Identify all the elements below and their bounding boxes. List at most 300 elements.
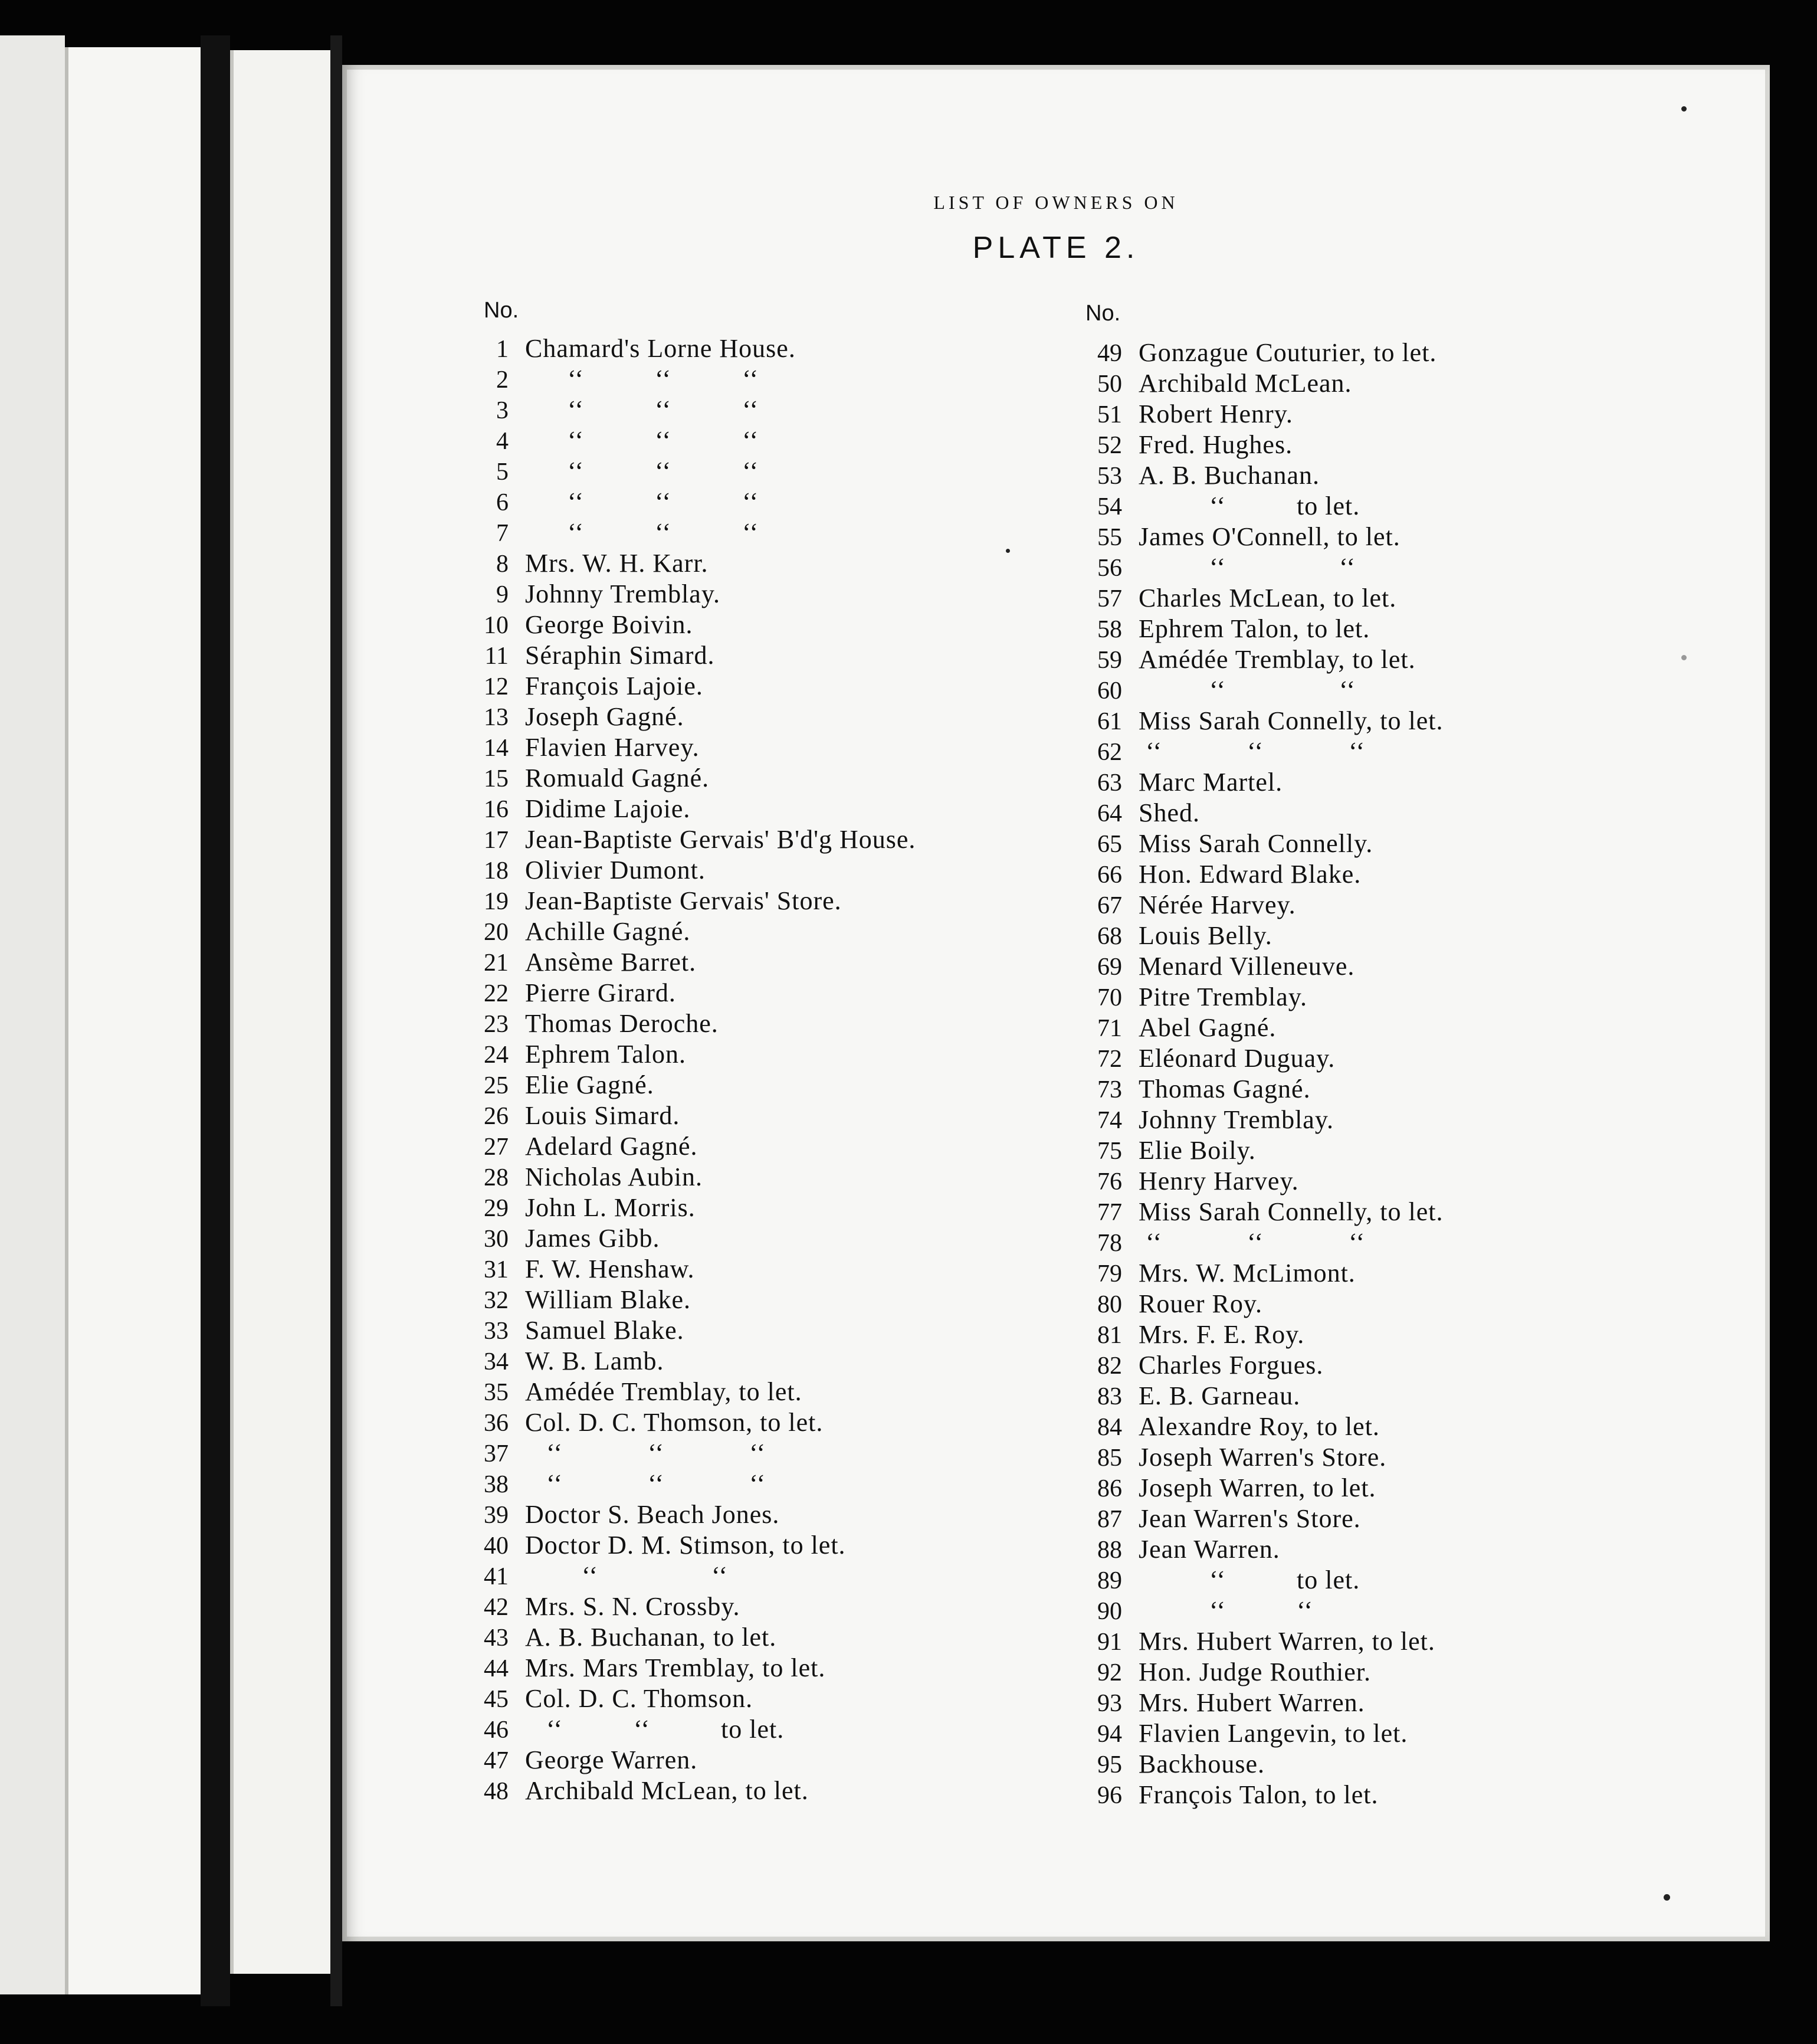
- list-item: [1074, 1626, 1664, 1657]
- owner-name: ‘‘ ‘‘ to let.: [525, 1715, 785, 1744]
- list-item: [460, 579, 1050, 610]
- list-item: [1074, 1503, 1664, 1534]
- lot-number: 88: [1097, 1537, 1122, 1564]
- list-item: [460, 855, 1050, 886]
- lot-number: 6: [496, 489, 509, 516]
- lot-number: 77: [1097, 1199, 1122, 1226]
- lot-number: 26: [484, 1103, 509, 1130]
- owner-name: John L. Morris.: [525, 1193, 696, 1222]
- owners-list-right: [1074, 338, 1664, 1810]
- owner-name: Charles Forgues.: [1139, 1351, 1324, 1380]
- list-item: [460, 1377, 1050, 1407]
- lot-number: 21: [484, 949, 509, 977]
- book-gutter: [201, 35, 230, 2006]
- owner-name: ‘‘ ‘‘ ‘‘: [1139, 1228, 1366, 1257]
- owner-name: William Blake.: [525, 1285, 691, 1314]
- owner-name: Adelard Gagné.: [525, 1132, 698, 1161]
- list-item: [1074, 890, 1664, 921]
- lot-number: 32: [484, 1287, 509, 1314]
- list-item: [1074, 460, 1664, 491]
- lot-number: 63: [1097, 769, 1122, 797]
- list-item: [1074, 644, 1664, 675]
- lot-number: 69: [1097, 954, 1122, 981]
- list-item: [1074, 1135, 1664, 1166]
- owner-name: Achille Gagné.: [525, 917, 691, 946]
- page-speck: [1664, 1894, 1670, 1901]
- lot-number: 30: [484, 1226, 509, 1253]
- list-item: [1074, 1749, 1664, 1780]
- lot-number: 31: [484, 1256, 509, 1283]
- owner-name: ‘‘ ‘‘: [1139, 676, 1356, 705]
- list-item: [1074, 1043, 1664, 1074]
- owner-name: Doctor S. Beach Jones.: [525, 1500, 780, 1529]
- lot-number: 46: [484, 1717, 509, 1744]
- lot-number: 8: [496, 551, 509, 578]
- lot-number: 7: [496, 520, 509, 547]
- owner-name: Ansème Barret.: [525, 948, 697, 977]
- owner-name: Col. D. C. Thomson.: [525, 1684, 753, 1713]
- lot-number: 81: [1097, 1322, 1122, 1349]
- lot-number: 35: [484, 1379, 509, 1406]
- owner-name: Nérée Harvey.: [1139, 890, 1296, 919]
- lot-number: 75: [1097, 1138, 1122, 1165]
- owner-name: François Lajoie.: [525, 671, 703, 700]
- owner-name: Mrs. Hubert Warren, to let.: [1139, 1627, 1435, 1656]
- lot-number: 14: [484, 735, 509, 762]
- lot-number: 2: [496, 366, 509, 394]
- list-item: [460, 1745, 1050, 1776]
- list-item: [460, 1683, 1050, 1714]
- owner-name: Thomas Gagné.: [1139, 1075, 1311, 1103]
- owner-name: ‘‘ ‘‘ ‘‘: [525, 1439, 766, 1468]
- lot-number: 66: [1097, 862, 1122, 889]
- lot-number: 48: [484, 1778, 509, 1805]
- owner-name: Marc Martel.: [1139, 768, 1283, 797]
- owner-name: Mrs. S. N. Crossby.: [525, 1592, 740, 1621]
- owner-name: François Talon, to let.: [1139, 1780, 1379, 1809]
- owner-name: Johnny Tremblay.: [525, 579, 720, 608]
- owner-name: Miss Sarah Connelly, to let.: [1139, 1197, 1444, 1226]
- owner-name: Eléonard Duguay.: [1139, 1044, 1336, 1073]
- owner-name: Ephrem Talon.: [525, 1040, 687, 1069]
- lot-number: 33: [484, 1318, 509, 1345]
- owner-name: ‘‘ ‘‘ ‘‘: [525, 1469, 766, 1498]
- list-item: [1074, 1411, 1664, 1442]
- list-item: [1074, 1013, 1664, 1043]
- lot-number: 20: [484, 919, 509, 946]
- list-item: [460, 671, 1050, 702]
- list-item: [1074, 798, 1664, 828]
- owner-name: ‘‘ ‘‘ ‘‘: [525, 457, 759, 486]
- lot-number: 65: [1097, 831, 1122, 858]
- owner-name: Charles McLean, to let.: [1139, 584, 1397, 612]
- page-speck: [1006, 549, 1010, 553]
- owners-list-left: [460, 333, 1050, 1806]
- owner-name: ‘‘ ‘‘: [525, 1561, 729, 1590]
- owner-name: Henry Harvey.: [1139, 1167, 1299, 1195]
- list-item: [1074, 1289, 1664, 1319]
- owner-name: Miss Sarah Connelly, to let.: [1139, 706, 1444, 735]
- owner-name: ‘‘ to let.: [1139, 1565, 1360, 1594]
- owner-name: Hon. Edward Blake.: [1139, 860, 1362, 889]
- list-item: [460, 1315, 1050, 1346]
- lot-number: 60: [1097, 677, 1122, 705]
- list-item: [460, 1653, 1050, 1683]
- owner-name: Rouer Roy.: [1139, 1289, 1263, 1318]
- lot-number: 94: [1097, 1721, 1122, 1748]
- book-edge-left: [0, 35, 65, 1994]
- lot-number: 53: [1097, 463, 1122, 490]
- list-item: [460, 1162, 1050, 1193]
- list-item: [1074, 1197, 1664, 1227]
- list-heading: LIST OF OWNERS ON: [933, 192, 1179, 213]
- lot-number: 91: [1097, 1629, 1122, 1656]
- list-item: [1074, 828, 1664, 859]
- lot-number: 80: [1097, 1291, 1122, 1318]
- lot-number: 18: [484, 857, 509, 885]
- owner-name: E. B. Garneau.: [1139, 1381, 1301, 1410]
- lot-number: 1: [496, 336, 509, 363]
- list-item: [1074, 1780, 1664, 1810]
- list-item: [460, 517, 1050, 548]
- owner-name: Jean Warren.: [1139, 1535, 1280, 1564]
- owner-name: Joseph Gagné.: [525, 702, 684, 731]
- list-item: [1074, 1074, 1664, 1105]
- owner-name: Pierre Girard.: [525, 978, 676, 1007]
- list-item: [1074, 921, 1664, 951]
- lot-number: 89: [1097, 1567, 1122, 1594]
- list-item: [1074, 859, 1664, 890]
- owner-name: ‘‘ ‘‘ ‘‘: [525, 487, 759, 516]
- list-item: [460, 1561, 1050, 1591]
- owner-name: Louis Belly.: [1139, 921, 1272, 950]
- list-item: [460, 456, 1050, 487]
- owner-name: Thomas Deroche.: [525, 1009, 719, 1038]
- lot-number: 61: [1097, 708, 1122, 735]
- lot-number: 64: [1097, 800, 1122, 827]
- list-item: [460, 1776, 1050, 1806]
- list-item: [460, 610, 1050, 640]
- list-item: [460, 425, 1050, 456]
- lot-number: 74: [1097, 1107, 1122, 1134]
- owner-name: Jean Warren's Store.: [1139, 1504, 1361, 1533]
- lot-number: 56: [1097, 555, 1122, 582]
- lot-number: 5: [496, 458, 509, 486]
- list-item: [460, 1193, 1050, 1223]
- owner-name: Jean-Baptiste Gervais' Store.: [525, 886, 842, 915]
- list-item: [1074, 1319, 1664, 1350]
- lot-number: 41: [484, 1563, 509, 1590]
- book-page-strip: [65, 47, 204, 1994]
- owner-name: Louis Simard.: [525, 1101, 680, 1130]
- lot-number: 42: [484, 1594, 509, 1621]
- owner-name: Jean-Baptiste Gervais' B'd'g House.: [525, 825, 916, 854]
- lot-number: 40: [484, 1532, 509, 1560]
- list-item: [460, 1346, 1050, 1377]
- owner-name: Mrs. Mars Tremblay, to let.: [525, 1653, 826, 1682]
- list-item: [460, 364, 1050, 395]
- owner-name: Johnny Tremblay.: [1139, 1105, 1334, 1134]
- lot-number: 73: [1097, 1076, 1122, 1103]
- owner-name: ‘‘ ‘‘ ‘‘: [525, 518, 759, 547]
- list-item: [1074, 706, 1664, 736]
- lot-number: 37: [484, 1440, 509, 1468]
- lot-number: 93: [1097, 1690, 1122, 1717]
- list-item: [460, 886, 1050, 916]
- lot-number: 68: [1097, 923, 1122, 950]
- lot-number: 72: [1097, 1046, 1122, 1073]
- owner-name: A. B. Buchanan.: [1139, 461, 1320, 490]
- lot-number: 71: [1097, 1015, 1122, 1042]
- lot-number: 51: [1097, 401, 1122, 428]
- list-item: [1074, 1258, 1664, 1289]
- owner-name: George Warren.: [525, 1745, 698, 1774]
- owner-name: ‘‘ ‘‘ ‘‘: [525, 365, 759, 394]
- list-item: [1074, 1166, 1664, 1197]
- list-item: [460, 640, 1050, 671]
- lot-number: 86: [1097, 1475, 1122, 1502]
- list-item: [460, 763, 1050, 794]
- owner-name: Elie Boily.: [1139, 1136, 1256, 1165]
- lot-number: 50: [1097, 371, 1122, 398]
- list-item: [460, 395, 1050, 425]
- list-item: [460, 916, 1050, 947]
- owner-name: Mrs. Hubert Warren.: [1139, 1688, 1365, 1717]
- lot-number: 52: [1097, 432, 1122, 459]
- owner-name: Didime Lajoie.: [525, 794, 691, 823]
- list-item: [1074, 368, 1664, 399]
- book-page-strip-inner: [230, 50, 334, 1974]
- lot-number: 10: [484, 612, 509, 639]
- list-item: [1074, 1350, 1664, 1381]
- lot-number: 92: [1097, 1659, 1122, 1686]
- lot-number: 58: [1097, 616, 1122, 643]
- list-item: [1074, 1718, 1664, 1749]
- list-item: [1074, 430, 1664, 460]
- list-item: [1074, 982, 1664, 1013]
- owner-name: Nicholas Aubin.: [525, 1162, 703, 1191]
- lot-number: 79: [1097, 1260, 1122, 1288]
- owner-name: Séraphin Simard.: [525, 641, 715, 670]
- list-item: [460, 1469, 1050, 1499]
- left-column-header: No.: [484, 298, 519, 323]
- lot-number: 70: [1097, 984, 1122, 1011]
- lot-number: 23: [484, 1011, 509, 1038]
- page-speck: [1681, 655, 1687, 660]
- lot-number: 49: [1097, 340, 1122, 367]
- lot-number: 96: [1097, 1782, 1122, 1809]
- lot-number: 34: [484, 1348, 509, 1375]
- right-column-header: No.: [1085, 301, 1121, 326]
- lot-number: 11: [484, 643, 509, 670]
- owner-name: Mrs. W. McLimont.: [1139, 1259, 1356, 1288]
- lot-number: 16: [484, 796, 509, 823]
- owner-name: Mrs. W. H. Karr.: [525, 549, 709, 578]
- list-item: [1074, 491, 1664, 522]
- list-item: [1074, 338, 1664, 368]
- owner-name: James O'Connell, to let.: [1139, 522, 1401, 551]
- owner-name: Menard Villeneuve.: [1139, 952, 1355, 981]
- lot-number: 12: [484, 673, 509, 700]
- list-item: [460, 1407, 1050, 1438]
- list-item: [460, 1008, 1050, 1039]
- owner-name: F. W. Henshaw.: [525, 1254, 695, 1283]
- owner-name: ‘‘ ‘‘ ‘‘: [1139, 737, 1366, 766]
- list-item: [1074, 675, 1664, 706]
- lot-number: 84: [1097, 1414, 1122, 1441]
- list-item: [460, 1254, 1050, 1285]
- plate-title: PLATE 2.: [972, 231, 1140, 265]
- owner-name: Flavien Langevin, to let.: [1139, 1719, 1408, 1748]
- lot-number: 19: [484, 888, 509, 915]
- lot-number: 44: [484, 1655, 509, 1682]
- owner-name: Romuald Gagné.: [525, 764, 710, 792]
- owner-name: Flavien Harvey.: [525, 733, 700, 762]
- lot-number: 76: [1097, 1168, 1122, 1195]
- list-item: [460, 1039, 1050, 1070]
- list-item: [1074, 1227, 1664, 1258]
- lot-number: 57: [1097, 585, 1122, 612]
- page-speck: [1681, 106, 1687, 112]
- lot-number: 78: [1097, 1230, 1122, 1257]
- list-item: [460, 333, 1050, 364]
- list-item: [460, 1100, 1050, 1131]
- owner-name: A. B. Buchanan, to let.: [525, 1623, 777, 1652]
- owner-name: W. B. Lamb.: [525, 1347, 664, 1375]
- list-item: [1074, 1105, 1664, 1135]
- lot-number: 38: [484, 1471, 509, 1498]
- list-item: [460, 1499, 1050, 1530]
- owner-name: ‘‘ to let.: [1139, 492, 1360, 520]
- list-item: [460, 1530, 1050, 1561]
- list-item: [1074, 399, 1664, 430]
- list-item: [460, 824, 1050, 855]
- list-item: [460, 1285, 1050, 1315]
- lot-number: 13: [484, 704, 509, 731]
- lot-number: 36: [484, 1410, 509, 1437]
- lot-number: 4: [496, 428, 509, 455]
- owner-name: Olivier Dumont.: [525, 856, 706, 885]
- list-item: [460, 978, 1050, 1008]
- owner-name: Elie Gagné.: [525, 1070, 654, 1099]
- list-item: [1074, 583, 1664, 614]
- list-item: [460, 732, 1050, 763]
- document-page: [342, 65, 1770, 1941]
- owner-name: George Boivin.: [525, 610, 693, 639]
- list-item: [460, 548, 1050, 579]
- list-item: [1074, 736, 1664, 767]
- lot-number: 15: [484, 765, 509, 792]
- lot-number: 25: [484, 1072, 509, 1099]
- owner-name: Shed.: [1139, 798, 1200, 827]
- owner-name: Archibald McLean.: [1139, 369, 1352, 398]
- lot-number: 62: [1097, 739, 1122, 766]
- owner-name: Miss Sarah Connelly.: [1139, 829, 1373, 858]
- owner-name: Mrs. F. E. Roy.: [1139, 1320, 1305, 1349]
- owner-name: Hon. Judge Routhier.: [1139, 1658, 1371, 1686]
- list-item: [1074, 1473, 1664, 1503]
- list-item: [460, 1591, 1050, 1622]
- lot-number: 9: [496, 581, 509, 608]
- list-item: [1074, 1657, 1664, 1688]
- list-item: [460, 794, 1050, 824]
- owner-name: ‘‘ ‘‘: [1139, 1596, 1314, 1625]
- owner-name: Fred. Hughes.: [1139, 430, 1293, 459]
- list-item: [460, 1131, 1050, 1162]
- lot-number: 29: [484, 1195, 509, 1222]
- list-item: [460, 1070, 1050, 1100]
- list-item: [1074, 1381, 1664, 1411]
- list-item: [1074, 552, 1664, 583]
- owner-name: Doctor D. M. Stimson, to let.: [525, 1531, 846, 1560]
- lot-number: 83: [1097, 1383, 1122, 1410]
- lot-number: 27: [484, 1134, 509, 1161]
- lot-number: 39: [484, 1502, 509, 1529]
- owner-name: Chamard's Lorne House.: [525, 334, 796, 363]
- lot-number: 45: [484, 1686, 509, 1713]
- list-item: [1074, 1534, 1664, 1565]
- lot-number: 87: [1097, 1506, 1122, 1533]
- lot-number: 3: [496, 397, 509, 424]
- lot-number: 43: [484, 1624, 509, 1652]
- lot-number: 85: [1097, 1444, 1122, 1472]
- lot-number: 67: [1097, 892, 1122, 919]
- owner-name: Col. D. C. Thomson, to let.: [525, 1408, 824, 1437]
- list-item: [460, 947, 1050, 978]
- lot-number: 47: [484, 1747, 509, 1774]
- lot-number: 22: [484, 980, 509, 1007]
- owner-name: Robert Henry.: [1139, 399, 1293, 428]
- owner-name: Ephrem Talon, to let.: [1139, 614, 1370, 643]
- book-gutter-inner: [330, 35, 342, 2006]
- owner-name: Abel Gagné.: [1139, 1013, 1277, 1042]
- list-item: [1074, 1442, 1664, 1473]
- lot-number: 28: [484, 1164, 509, 1191]
- list-item: [1074, 951, 1664, 982]
- lot-number: 54: [1097, 493, 1122, 520]
- owner-name: Backhouse.: [1139, 1750, 1265, 1778]
- lot-number: 17: [484, 827, 509, 854]
- owner-name: Archibald McLean, to let.: [525, 1776, 809, 1805]
- lot-number: 82: [1097, 1352, 1122, 1380]
- owner-name: ‘‘ ‘‘ ‘‘: [525, 426, 759, 455]
- list-item: [1074, 1596, 1664, 1626]
- owner-name: Gonzague Couturier, to let.: [1139, 338, 1437, 367]
- list-item: [460, 702, 1050, 732]
- owner-name: Pitre Tremblay.: [1139, 982, 1307, 1011]
- list-item: [1074, 1688, 1664, 1718]
- owner-name: Joseph Warren's Store.: [1139, 1443, 1387, 1472]
- list-item: [460, 487, 1050, 517]
- lot-number: 24: [484, 1041, 509, 1069]
- owner-name: James Gibb.: [525, 1224, 660, 1253]
- list-item: [1074, 614, 1664, 644]
- owner-name: Alexandre Roy, to let.: [1139, 1412, 1380, 1441]
- lot-number: 59: [1097, 647, 1122, 674]
- owner-name: ‘‘ ‘‘: [1139, 553, 1356, 582]
- list-item: [460, 1438, 1050, 1469]
- list-item: [460, 1622, 1050, 1653]
- list-item: [1074, 522, 1664, 552]
- owner-name: Samuel Blake.: [525, 1316, 684, 1345]
- list-item: [1074, 767, 1664, 798]
- list-item: [460, 1223, 1050, 1254]
- owner-name: Amédée Tremblay, to let.: [1139, 645, 1416, 674]
- lot-number: 95: [1097, 1751, 1122, 1778]
- owner-name: Joseph Warren, to let.: [1139, 1473, 1376, 1502]
- lot-number: 90: [1097, 1598, 1122, 1625]
- owner-name: Amédée Tremblay, to let.: [525, 1377, 802, 1406]
